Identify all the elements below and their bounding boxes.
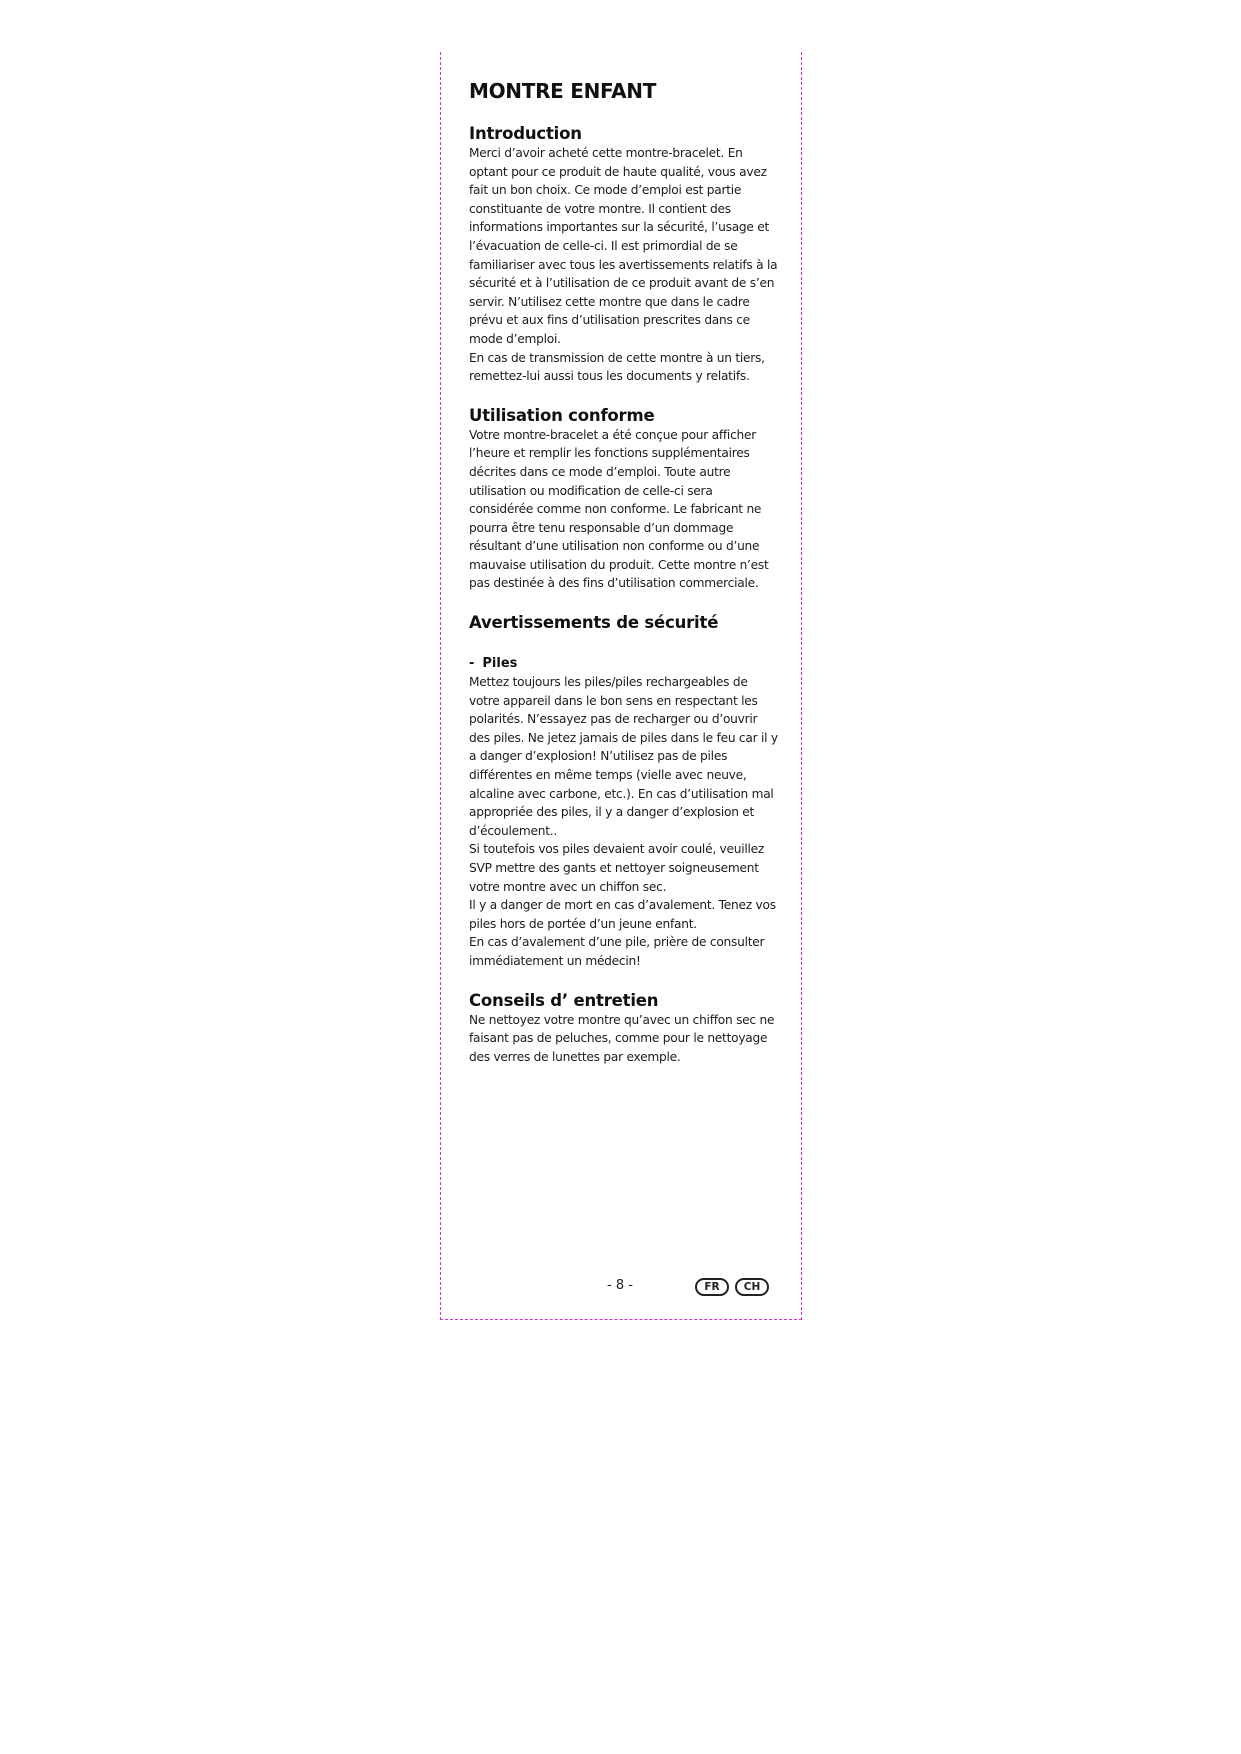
section-introduction	[469, 124, 779, 386]
page-number: - 8 -	[607, 1278, 633, 1293]
list-dash: -	[469, 656, 475, 672]
section-utilisation	[469, 406, 779, 593]
country-badge-ch: CH	[735, 1278, 769, 1296]
section-heading-utilisation: Utilisation conforme	[469, 405, 655, 425]
section-heading-entretien: Conseils d’ entretien	[469, 990, 659, 1010]
paragraph: En cas de transmission de cette montre à un tiers, remettez-lui aussi tous les documents y relatifs.	[469, 350, 765, 384]
paragraph: Ne nettoyez votre montre qu’avec un chiffon sec ne faisant pas de peluches, comme pour le nettoyage des verres de lunettes par exemple.	[469, 1012, 775, 1064]
manual-page	[440, 52, 802, 1320]
paragraph: Mettez toujours les piles/piles rechargeables de votre appareil dans le bon sens en respectant les polarités. N’essayez pas de recharger ou d’ouvrir des piles. Ne jetez jamais de piles dans le feu car il y a danger d’explosion! N’utilisez pas de piles différentes en même temps (vielle avec neuve, alcaline avec carbone, etc.). En cas d’utilisation mal appropriée des piles, il y a danger d’explosion et d’écoulement..	[469, 675, 778, 838]
document-title: MONTRE ENFANT	[469, 79, 657, 103]
sub-heading-label: Piles	[482, 656, 518, 672]
section-heading-securite: Avertissements de sécurité	[469, 613, 719, 633]
section-entretien	[469, 991, 779, 1067]
paragraph: En cas d’avalement d’une pile, prière de consulter immédiatement un médecin!	[469, 935, 765, 968]
paragraph: Si toutefois vos piles devaient avoir coulé, veuillez SVP mettre des gants et nettoyer soigneusement votre montre avec un chiffon sec.	[469, 842, 765, 894]
section-securite	[469, 613, 779, 971]
country-badge-fr: FR	[695, 1278, 729, 1296]
page-footer	[441, 1276, 803, 1300]
paragraph: Il y a danger de mort en cas d’avalement. Tenez vos piles hors de portée d’un jeune enfant.	[469, 898, 776, 931]
paragraph: Votre montre-bracelet a été conçue pour afficher l’heure et remplir les fonctions supplémentaires décrites dans ce mode d’emploi. Toute autre utilisation ou modification de celle-ci sera considérée comme non conforme. Le fabricant ne pourra être tenu responsable d’un dommage résultant d’une utilisation non conforme ou d’une mauvaise utilisation du produit. Cette montre n’est pas destinée à des fins d’utilisation commerciale.	[469, 427, 769, 591]
sub-heading-piles	[469, 655, 779, 673]
section-heading-introduction: Introduction	[469, 124, 582, 143]
page-content	[469, 78, 779, 1086]
paragraph: Merci d’avoir acheté cette montre-bracelet. En optant pour ce produit de haute qualité, vous avez fait un bon choix. Ce mode d’emploi est partie constituante de votre montre. Il contient des informations importantes sur la sécurité, l’usage et l’évacuation de celle-ci. Il est primordial de se familiariser avec tous les avertissements relatifs à la sécurité et à l’utilisation de ce produit avant de s’en servir. N’utilisez cette montre que dans le cadre prévu et aux fins d’utilisation prescrites dans ce mode d’emploi.	[469, 146, 778, 346]
